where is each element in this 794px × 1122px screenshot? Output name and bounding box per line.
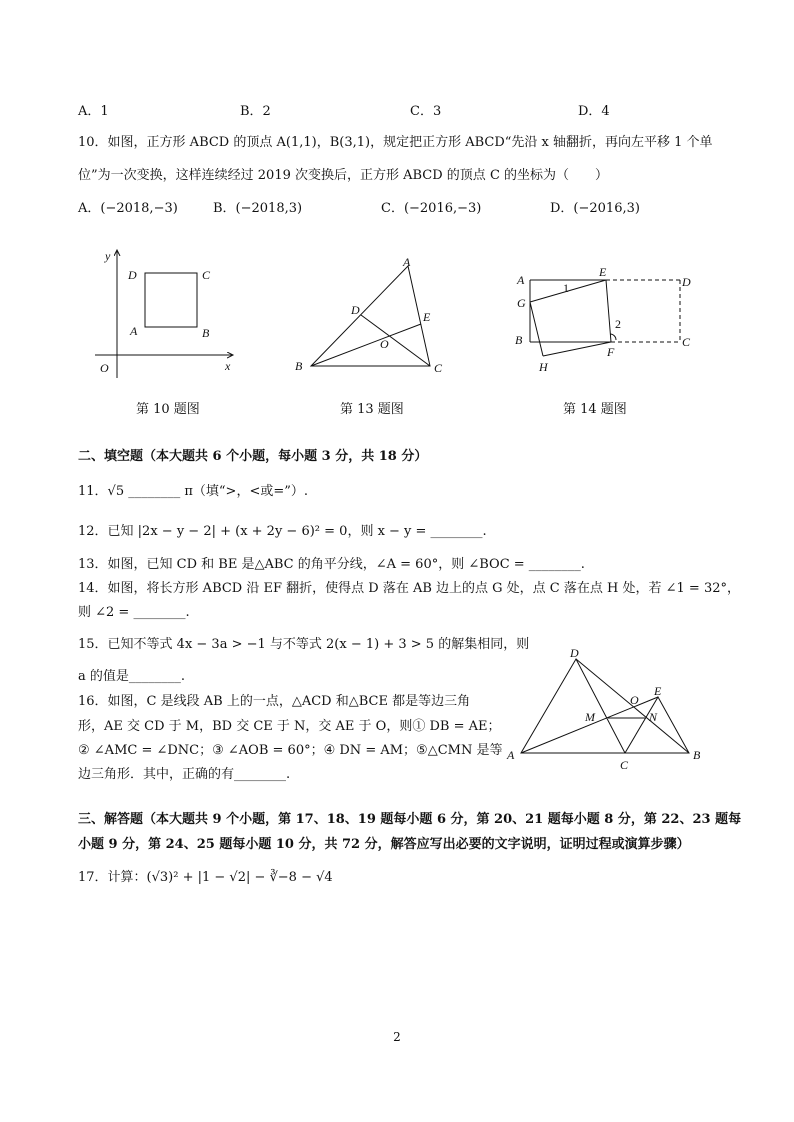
q10-option-b: B．(−2018,3) xyxy=(213,201,303,216)
label-c: C xyxy=(620,758,629,772)
q17: 17．计算：(√3)² + |1 − √2| − ∛−8 − √4 xyxy=(78,870,333,885)
label-b: B xyxy=(295,359,303,373)
segment-cd xyxy=(361,315,430,366)
q16-line-2: 形，AE 交 CD 于 M，BD 交 CE 于 N，交 AE 于 O，则① DB = AE； xyxy=(78,719,501,734)
q10-option-c: C．(−2016,−3) xyxy=(381,201,482,216)
q9-option-b: B．2 xyxy=(240,104,271,119)
label-h: H xyxy=(539,360,548,374)
figure-13 xyxy=(288,248,453,383)
q13: 13．如图，已知 CD 和 BE 是△ABC 的角平分线，∠A = 60°，则 ∠BOC = ________. xyxy=(78,557,585,572)
q14-line-2: 则 ∠2 = ________. xyxy=(78,605,190,620)
label-a: A xyxy=(403,255,411,269)
label-g: G xyxy=(517,296,526,310)
q10-line-2: 位”为一次变换，这样连续经过 2019 次变换后，正方形 ABCD 的顶点 C 的坐标为（ ） xyxy=(78,168,609,183)
label-y: y xyxy=(105,249,111,263)
label-x: x xyxy=(225,359,231,373)
section-3-heading-line-2: 小题 9 分，第 24、25 题每小题 10 分，共 72 分，解答应写出必要的文字说明，证明过程或演算步骤） xyxy=(78,837,690,852)
label-a: A xyxy=(517,273,525,287)
section-2-heading: 二、填空题（本大题共 6 个小题，每小题 3 分，共 18 分） xyxy=(78,449,428,464)
q15-line-2: a 的值是________. xyxy=(78,669,186,684)
label-b: B xyxy=(693,748,701,762)
q16-line-1: 16．如图，C 是线段 AB 上的一点，△ACD 和△BCE 都是等边三角 xyxy=(78,694,471,709)
figure-10 xyxy=(85,240,255,385)
label-d: D xyxy=(682,275,691,289)
figure-10-caption: 第 10 题图 xyxy=(136,402,200,417)
label-a: A xyxy=(507,748,515,762)
figure-14 xyxy=(508,262,708,380)
label-c: C xyxy=(682,335,691,349)
label-o: O xyxy=(380,337,389,351)
triangle-abc xyxy=(311,266,430,366)
q16-line-3: ② ∠AMC = ∠DNC；③ ∠AOB = 60°；④ DN = AM；⑤△CMN 是等 xyxy=(78,743,503,758)
segment-be xyxy=(311,324,421,366)
figure-16 xyxy=(503,645,713,775)
label-d: D xyxy=(128,268,137,282)
segment-gh xyxy=(530,302,543,356)
label-b: B xyxy=(202,326,210,340)
label-f: F xyxy=(607,345,615,359)
label-e: E xyxy=(599,265,607,279)
q11: 11．√5 ________ π（填“>，<或=”）. xyxy=(78,484,309,499)
label-a: A xyxy=(130,324,138,338)
label-n: N xyxy=(649,710,658,724)
q14-line-1: 14．如图，将长方形 ABCD 沿 EF 翻折，使得点 D 落在 AB 边上的点 G 处，点 C 落在点 H 处，若 ∠1 = 32°， xyxy=(78,581,740,596)
figure-13-caption: 第 13 题图 xyxy=(340,402,404,417)
label-c: C xyxy=(434,361,443,375)
label-d: D xyxy=(351,303,360,317)
q10-option-d: D．(−2016,3) xyxy=(550,201,640,216)
page-number: 2 xyxy=(393,1030,401,1044)
label-d: D xyxy=(570,646,579,660)
q10-option-a: A．(−2018,−3) xyxy=(78,201,178,216)
q10-line-1: 10．如图，正方形 ABCD 的顶点 A(1,1)，B(3,1)，规定把正方形 ABCD“先沿 x 轴翻折，再向左平移 1 个单 xyxy=(78,135,713,150)
triangle-acd xyxy=(521,659,625,753)
label-m: M xyxy=(585,710,595,724)
q9-option-a: A．1 xyxy=(78,104,109,119)
segment-hf xyxy=(543,342,611,356)
label-e: E xyxy=(654,684,662,698)
q12: 12．已知 |2x − y − 2| + (x + 2y − 6)² = 0，则 x − y = ________. xyxy=(78,524,487,539)
label-e: E xyxy=(423,310,431,324)
q16-line-4: 边三角形．其中，正确的有________. xyxy=(78,767,291,782)
q15-line-1: 15．已知不等式 4x − 3a > −1 与不等式 2(x − 1) + 3 > 5 的解集相同，则 xyxy=(78,637,530,652)
label-o: O xyxy=(100,361,109,375)
q9-option-d: D．4 xyxy=(578,104,610,119)
section-3-heading-line-1: 三、解答题（本大题共 9 个小题，第 17、18、19 题每小题 6 分，第 20、21 题每小题 8 分，第 22、23 题每 xyxy=(78,812,742,827)
figure-14-caption: 第 14 题图 xyxy=(563,402,627,417)
label-o: O xyxy=(630,693,639,707)
q9-option-c: C．3 xyxy=(410,104,442,119)
square-abcd xyxy=(145,273,197,327)
label-angle-2: 2 xyxy=(615,317,621,331)
label-angle-1: 1 xyxy=(563,281,569,295)
label-b: B xyxy=(515,333,523,347)
label-c: C xyxy=(202,268,211,282)
segment-ef xyxy=(606,280,611,342)
